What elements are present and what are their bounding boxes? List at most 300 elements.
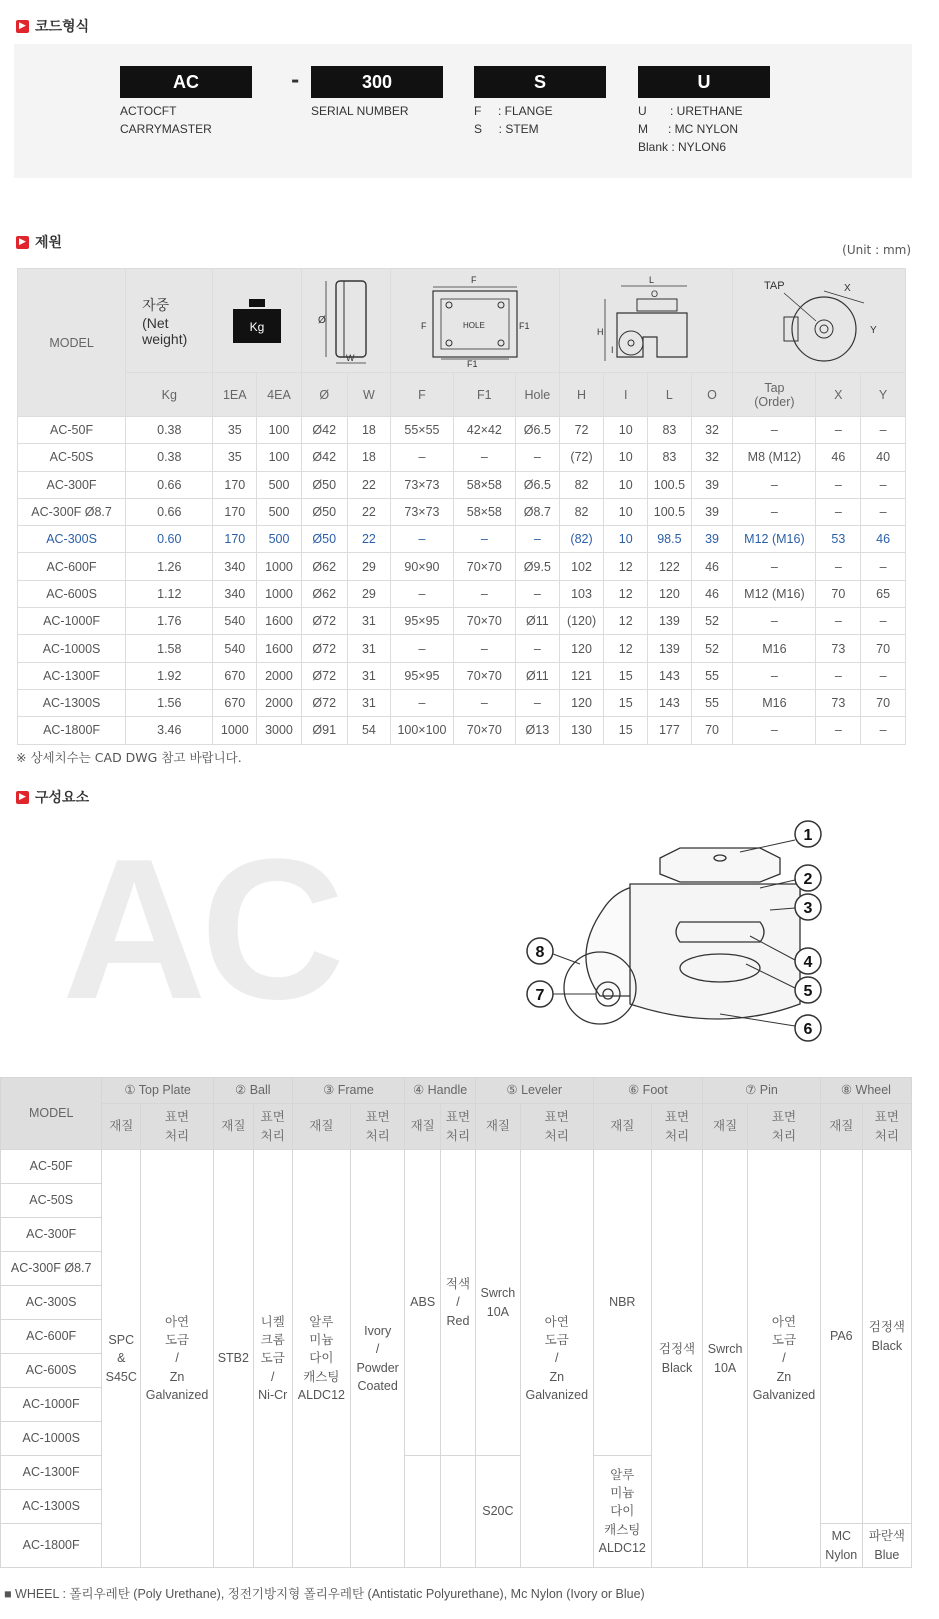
- value-cell: 73×73: [391, 471, 453, 498]
- col-header-model: MODEL: [18, 269, 126, 417]
- value-cell: 22: [347, 498, 391, 525]
- code-dash: -: [291, 68, 300, 92]
- frame-material: 알루 미늄 다이 캐스팅 ALDC12: [292, 1150, 350, 1568]
- value-cell: 83: [648, 417, 692, 444]
- value-cell: 31: [347, 608, 391, 635]
- hole-label: HOLE: [462, 320, 485, 330]
- value-cell: 670: [213, 689, 257, 716]
- empty-cell: [405, 1456, 441, 1568]
- value-cell: M8 (M12): [733, 444, 816, 471]
- value-cell: 0.66: [126, 498, 213, 525]
- pin-material: Swrch 10A: [703, 1150, 748, 1568]
- col-subheader: F: [391, 373, 453, 417]
- code-bar: U: [638, 66, 770, 98]
- value-cell: –: [391, 526, 453, 553]
- value-cell: –: [391, 635, 453, 662]
- value-cell: 139: [648, 635, 692, 662]
- col-subheader: O: [691, 373, 733, 417]
- value-cell: Ø50: [301, 471, 347, 498]
- value-cell: 3.46: [126, 717, 213, 744]
- weight-diagram-cell: [213, 269, 301, 373]
- value-cell: –: [391, 689, 453, 716]
- table-row: [18, 717, 906, 744]
- model-cell: AC-300S: [18, 526, 126, 553]
- model-cell: AC-1800F: [1, 1524, 102, 1568]
- value-cell: 120: [559, 635, 604, 662]
- code-desc: U : URETHANE M : MC NYLON Blank : NYLON6: [638, 104, 743, 154]
- value-cell: –: [861, 717, 906, 744]
- value-cell: Ø11: [516, 662, 560, 689]
- value-cell: 65: [861, 580, 906, 607]
- svg-text:F1: F1: [466, 358, 478, 369]
- weight-icon: [227, 291, 287, 351]
- value-cell: 1.58: [126, 635, 213, 662]
- model-cell: AC-50F: [1, 1150, 102, 1184]
- value-cell: 15: [604, 689, 648, 716]
- value-cell: 1.26: [126, 553, 213, 580]
- svg-text:F: F: [470, 274, 477, 285]
- value-cell: 55: [691, 689, 733, 716]
- wheel-material: PA6: [820, 1150, 862, 1524]
- value-cell: –: [861, 662, 906, 689]
- value-cell: –: [453, 635, 515, 662]
- value-cell: 121: [559, 662, 604, 689]
- foot-finish: 검정색 Black: [651, 1150, 702, 1568]
- code-format-box: [14, 44, 912, 178]
- finish-header: 표면 처리: [651, 1104, 702, 1150]
- value-cell: 170: [213, 526, 257, 553]
- finish-header: 표면 처리: [520, 1104, 593, 1150]
- col-subheader: 1EA: [213, 373, 257, 417]
- callout-8: 8: [535, 944, 545, 961]
- value-cell: Ø50: [301, 526, 347, 553]
- value-cell: 10: [604, 417, 648, 444]
- value-cell: –: [861, 471, 906, 498]
- value-cell: 35: [213, 417, 257, 444]
- value-cell: 1600: [257, 635, 302, 662]
- svg-text:W: W: [346, 352, 355, 363]
- model-cell: AC-1300S: [1, 1490, 102, 1524]
- model-cell: AC-50S: [18, 444, 126, 471]
- value-cell: 42×42: [453, 417, 515, 444]
- value-cell: 31: [347, 662, 391, 689]
- section-title: 구성요소: [35, 790, 90, 806]
- tap-diagram-cell: [733, 269, 906, 373]
- value-cell: 1000: [257, 553, 302, 580]
- tap-label: TAP: [764, 279, 785, 292]
- part-header: ① Top Plate: [102, 1078, 214, 1104]
- value-cell: –: [453, 580, 515, 607]
- model-cell: AC-300F: [18, 471, 126, 498]
- value-cell: 58×58: [453, 471, 515, 498]
- wheel-dimension-diagram: [314, 273, 378, 369]
- value-cell: –: [516, 580, 560, 607]
- code-bar: 300: [311, 66, 443, 98]
- model-cell: AC-600S: [18, 580, 126, 607]
- value-cell: 18: [347, 444, 391, 471]
- value-cell: 95×95: [391, 662, 453, 689]
- value-cell: 1.92: [126, 662, 213, 689]
- value-cell: 670: [213, 662, 257, 689]
- value-cell: 120: [559, 689, 604, 716]
- table-row: [18, 498, 906, 525]
- value-cell: 340: [213, 553, 257, 580]
- value-cell: 12: [604, 580, 648, 607]
- value-cell: 70×70: [453, 717, 515, 744]
- col-subheader: Ø: [301, 373, 347, 417]
- callout-4: 4: [803, 954, 813, 971]
- value-cell: 73: [816, 689, 861, 716]
- ball-material: STB2: [213, 1150, 253, 1568]
- value-cell: (72): [559, 444, 604, 471]
- empty-cell: [441, 1456, 476, 1568]
- value-cell: M12 (M16): [733, 580, 816, 607]
- value-cell: 55: [691, 662, 733, 689]
- value-cell: 1.12: [126, 580, 213, 607]
- value-cell: M12 (M16): [733, 526, 816, 553]
- value-cell: Ø91: [301, 717, 347, 744]
- value-cell: (120): [559, 608, 604, 635]
- callout-1: 1: [803, 827, 813, 844]
- value-cell: (82): [559, 526, 604, 553]
- foot-material: 알루 미늄 다이 캐스팅 ALDC12: [593, 1456, 651, 1568]
- value-cell: –: [516, 689, 560, 716]
- model-cell: AC-1000S: [18, 635, 126, 662]
- svg-text:I: I: [611, 344, 614, 355]
- value-cell: Ø62: [301, 580, 347, 607]
- model-cell: AC-1000F: [1, 1388, 102, 1422]
- finish-header: 표면 처리: [141, 1104, 214, 1150]
- value-cell: 500: [257, 526, 302, 553]
- value-cell: –: [733, 417, 816, 444]
- value-cell: Ø9.5: [516, 553, 560, 580]
- model-cell: AC-1300F: [1, 1456, 102, 1490]
- value-cell: 70×70: [453, 608, 515, 635]
- right-arrow-icon: ▶: [16, 791, 29, 804]
- value-cell: –: [516, 444, 560, 471]
- value-cell: 46: [691, 580, 733, 607]
- value-cell: 100: [257, 417, 302, 444]
- value-cell: 10: [604, 471, 648, 498]
- code-col-wheel: [638, 66, 770, 156]
- value-cell: 15: [604, 662, 648, 689]
- value-cell: 500: [257, 498, 302, 525]
- value-cell: –: [861, 553, 906, 580]
- value-cell: Ø42: [301, 444, 347, 471]
- callout-7: 7: [535, 987, 545, 1004]
- value-cell: 102: [559, 553, 604, 580]
- handle-finish: 적색 / Red: [441, 1150, 476, 1456]
- value-cell: 170: [213, 471, 257, 498]
- value-cell: 39: [691, 526, 733, 553]
- model-cell: AC-50S: [1, 1184, 102, 1218]
- value-cell: –: [816, 471, 861, 498]
- frame-finish: Ivory / Powder Coated: [351, 1150, 405, 1568]
- model-cell: AC-1000S: [1, 1422, 102, 1456]
- value-cell: –: [816, 662, 861, 689]
- value-cell: 177: [648, 717, 692, 744]
- value-cell: Ø6.5: [516, 471, 560, 498]
- svg-text:Ø: Ø: [318, 314, 326, 326]
- watermark-ac: AC: [62, 818, 339, 1041]
- model-cell: AC-1300F: [18, 662, 126, 689]
- leveler-finish: 아연 도금 / Zn Galvanized: [520, 1150, 593, 1568]
- col-subheader: H: [559, 373, 604, 417]
- value-cell: 18: [347, 417, 391, 444]
- table-row: [18, 444, 906, 471]
- svg-text:H: H: [597, 326, 604, 337]
- value-cell: 46: [691, 553, 733, 580]
- value-cell: 39: [691, 498, 733, 525]
- section-heading-code: [16, 16, 89, 36]
- material-header: 재질: [405, 1104, 441, 1150]
- model-cell: AC-1300S: [18, 689, 126, 716]
- height-diagram-cell: [559, 269, 733, 373]
- value-cell: –: [453, 526, 515, 553]
- col-subheader: 4EA: [257, 373, 302, 417]
- table-row: [18, 580, 906, 607]
- table-row: [18, 608, 906, 635]
- value-cell: –: [733, 498, 816, 525]
- value-cell: 98.5: [648, 526, 692, 553]
- code-desc: F : FLANGE S : STEM: [474, 104, 553, 136]
- value-cell: 1600: [257, 608, 302, 635]
- value-cell: 29: [347, 580, 391, 607]
- value-cell: –: [733, 553, 816, 580]
- model-cell: AC-600F: [18, 553, 126, 580]
- finish-header: 표면 처리: [862, 1104, 911, 1150]
- value-cell: 122: [648, 553, 692, 580]
- value-cell: –: [733, 662, 816, 689]
- value-cell: –: [733, 471, 816, 498]
- table-row: [1, 1150, 912, 1184]
- part-header: ⑤ Leveler: [475, 1078, 593, 1104]
- value-cell: 10: [604, 444, 648, 471]
- col-subheader: Y: [861, 373, 906, 417]
- value-cell: 95×95: [391, 608, 453, 635]
- value-cell: 3000: [257, 717, 302, 744]
- value-cell: 0.38: [126, 444, 213, 471]
- value-cell: 130: [559, 717, 604, 744]
- svg-text:X: X: [844, 282, 851, 294]
- part-header: ④ Handle: [405, 1078, 476, 1104]
- callout-5: 5: [803, 983, 813, 1000]
- section-title: 코드형식: [35, 19, 90, 35]
- tap-dimension-diagram: [744, 273, 894, 369]
- value-cell: Ø42: [301, 417, 347, 444]
- value-cell: 1000: [257, 580, 302, 607]
- value-cell: 540: [213, 608, 257, 635]
- value-cell: Ø50: [301, 498, 347, 525]
- value-cell: 31: [347, 689, 391, 716]
- value-cell: –: [861, 498, 906, 525]
- value-cell: 2000: [257, 689, 302, 716]
- value-cell: 540: [213, 635, 257, 662]
- model-cell: AC-600S: [1, 1354, 102, 1388]
- value-cell: 70: [691, 717, 733, 744]
- value-cell: 70: [816, 580, 861, 607]
- value-cell: 39: [691, 471, 733, 498]
- code-col-type: [474, 66, 606, 138]
- finish-header: 표면 처리: [253, 1104, 292, 1150]
- finish-header: 표면 처리: [351, 1104, 405, 1150]
- callout-3: 3: [803, 900, 813, 917]
- value-cell: 29: [347, 553, 391, 580]
- value-cell: 1000: [213, 717, 257, 744]
- value-cell: 35: [213, 444, 257, 471]
- value-cell: Ø62: [301, 553, 347, 580]
- col-subheader: X: [816, 373, 861, 417]
- col-subheader: W: [347, 373, 391, 417]
- col-subheader: Hole: [516, 373, 560, 417]
- wheel-footnote: ■ WHEEL : 폴리우레탄 (Poly Urethane), 정전기방지형 폴리우레탄 (Antistatic Polyurethane), Mc Nylon (Ivory or Blue): [4, 1587, 645, 1601]
- value-cell: 46: [861, 526, 906, 553]
- value-cell: 22: [347, 471, 391, 498]
- value-cell: 103: [559, 580, 604, 607]
- part-header: ② Ball: [213, 1078, 292, 1104]
- kg-icon-label: Kg: [249, 319, 265, 334]
- value-cell: Ø6.5: [516, 417, 560, 444]
- value-cell: 70: [861, 689, 906, 716]
- value-cell: 32: [691, 417, 733, 444]
- components-table: [0, 1077, 912, 1568]
- value-cell: Ø72: [301, 662, 347, 689]
- value-cell: 52: [691, 635, 733, 662]
- value-cell: 90×90: [391, 553, 453, 580]
- value-cell: 22: [347, 526, 391, 553]
- value-cell: Ø72: [301, 635, 347, 662]
- value-cell: M16: [733, 635, 816, 662]
- wheel-diagram-cell: [301, 269, 390, 373]
- foot-material: NBR: [593, 1150, 651, 1456]
- right-arrow-icon: ▶: [16, 236, 29, 249]
- part-header: ③ Frame: [292, 1078, 405, 1104]
- svg-text:Y: Y: [870, 324, 877, 336]
- value-cell: Ø72: [301, 689, 347, 716]
- value-cell: 54: [347, 717, 391, 744]
- value-cell: 70: [861, 635, 906, 662]
- code-bar: AC: [120, 66, 252, 98]
- spec-table: [17, 268, 906, 745]
- material-header: 재질: [475, 1104, 520, 1150]
- wheel-finish: 검정색 Black: [862, 1150, 911, 1524]
- part-header: ⑦ Pin: [703, 1078, 821, 1104]
- value-cell: 82: [559, 498, 604, 525]
- material-header: 재질: [820, 1104, 862, 1150]
- code-desc: ACTOCFT CARRYMASTER: [120, 104, 212, 136]
- value-cell: Ø11: [516, 608, 560, 635]
- svg-text:F1: F1: [518, 320, 530, 331]
- col-subheader: Kg: [126, 373, 213, 417]
- code-col-serial: [311, 66, 443, 120]
- value-cell: –: [861, 417, 906, 444]
- wheel-material: MC Nylon: [820, 1524, 862, 1568]
- section-heading-spec: [16, 232, 62, 252]
- value-cell: 52: [691, 608, 733, 635]
- svg-text:O: O: [651, 288, 659, 299]
- value-cell: –: [733, 717, 816, 744]
- col-subheader: Tap (Order): [733, 373, 816, 417]
- value-cell: 2000: [257, 662, 302, 689]
- value-cell: 31: [347, 635, 391, 662]
- right-arrow-icon: ▶: [16, 20, 29, 33]
- value-cell: –: [816, 717, 861, 744]
- value-cell: 40: [861, 444, 906, 471]
- handle-material: ABS: [405, 1150, 441, 1456]
- value-cell: 100.5: [648, 498, 692, 525]
- col-header-weight: 자중 (Net weight): [126, 269, 213, 373]
- model-cell: AC-300F Ø8.7: [1, 1252, 102, 1286]
- value-cell: –: [516, 526, 560, 553]
- value-cell: 1.56: [126, 689, 213, 716]
- value-cell: 58×58: [453, 498, 515, 525]
- value-cell: 139: [648, 608, 692, 635]
- value-cell: 73×73: [391, 498, 453, 525]
- value-cell: –: [391, 444, 453, 471]
- value-cell: 100.5: [648, 471, 692, 498]
- value-cell: 70×70: [453, 662, 515, 689]
- flange-dimension-diagram: [405, 273, 545, 369]
- top-plate-finish: 아연 도금 / Zn Galvanized: [141, 1150, 214, 1568]
- value-cell: –: [816, 553, 861, 580]
- value-cell: 340: [213, 580, 257, 607]
- unit-label: (Unit : mm): [842, 243, 911, 257]
- section-title: 제원: [35, 235, 63, 251]
- part-header: ⑧ Wheel: [820, 1078, 911, 1104]
- table-row: [18, 689, 906, 716]
- finish-header: 표면 처리: [748, 1104, 821, 1150]
- flange-diagram-cell: [391, 269, 559, 373]
- value-cell: M16: [733, 689, 816, 716]
- value-cell: 10: [604, 526, 648, 553]
- wheel-finish: 파란색 Blue: [862, 1524, 911, 1568]
- table-row: [18, 662, 906, 689]
- value-cell: 70×70: [453, 553, 515, 580]
- value-cell: 143: [648, 689, 692, 716]
- value-cell: Ø13: [516, 717, 560, 744]
- side-dimension-diagram: [591, 273, 701, 369]
- value-cell: 46: [816, 444, 861, 471]
- model-cell: AC-300F: [1, 1218, 102, 1252]
- value-cell: –: [453, 444, 515, 471]
- table-row: [18, 471, 906, 498]
- leveler-material: Swrch 10A: [475, 1150, 520, 1456]
- finish-header: 표면 처리: [441, 1104, 476, 1150]
- col-subheader: L: [648, 373, 692, 417]
- material-header: 재질: [292, 1104, 350, 1150]
- value-cell: Ø72: [301, 608, 347, 635]
- part-header: ⑥ Foot: [593, 1078, 703, 1104]
- value-cell: 72: [559, 417, 604, 444]
- value-cell: –: [816, 608, 861, 635]
- table-row: [18, 635, 906, 662]
- value-cell: –: [861, 608, 906, 635]
- pin-finish: 아연 도금 / Zn Galvanized: [748, 1150, 821, 1568]
- value-cell: 120: [648, 580, 692, 607]
- cad-note: ※ 상세치수는 CAD DWG 참고 바랍니다.: [16, 750, 242, 765]
- table-row: [18, 417, 906, 444]
- col-subheader: I: [604, 373, 648, 417]
- model-cell: AC-300S: [1, 1286, 102, 1320]
- model-cell: AC-1800F: [18, 717, 126, 744]
- value-cell: 55×55: [391, 417, 453, 444]
- value-cell: 83: [648, 444, 692, 471]
- value-cell: 32: [691, 444, 733, 471]
- code-desc: SERIAL NUMBER: [311, 104, 409, 118]
- value-cell: 170: [213, 498, 257, 525]
- value-cell: –: [516, 635, 560, 662]
- leveler-material: S20C: [475, 1456, 520, 1568]
